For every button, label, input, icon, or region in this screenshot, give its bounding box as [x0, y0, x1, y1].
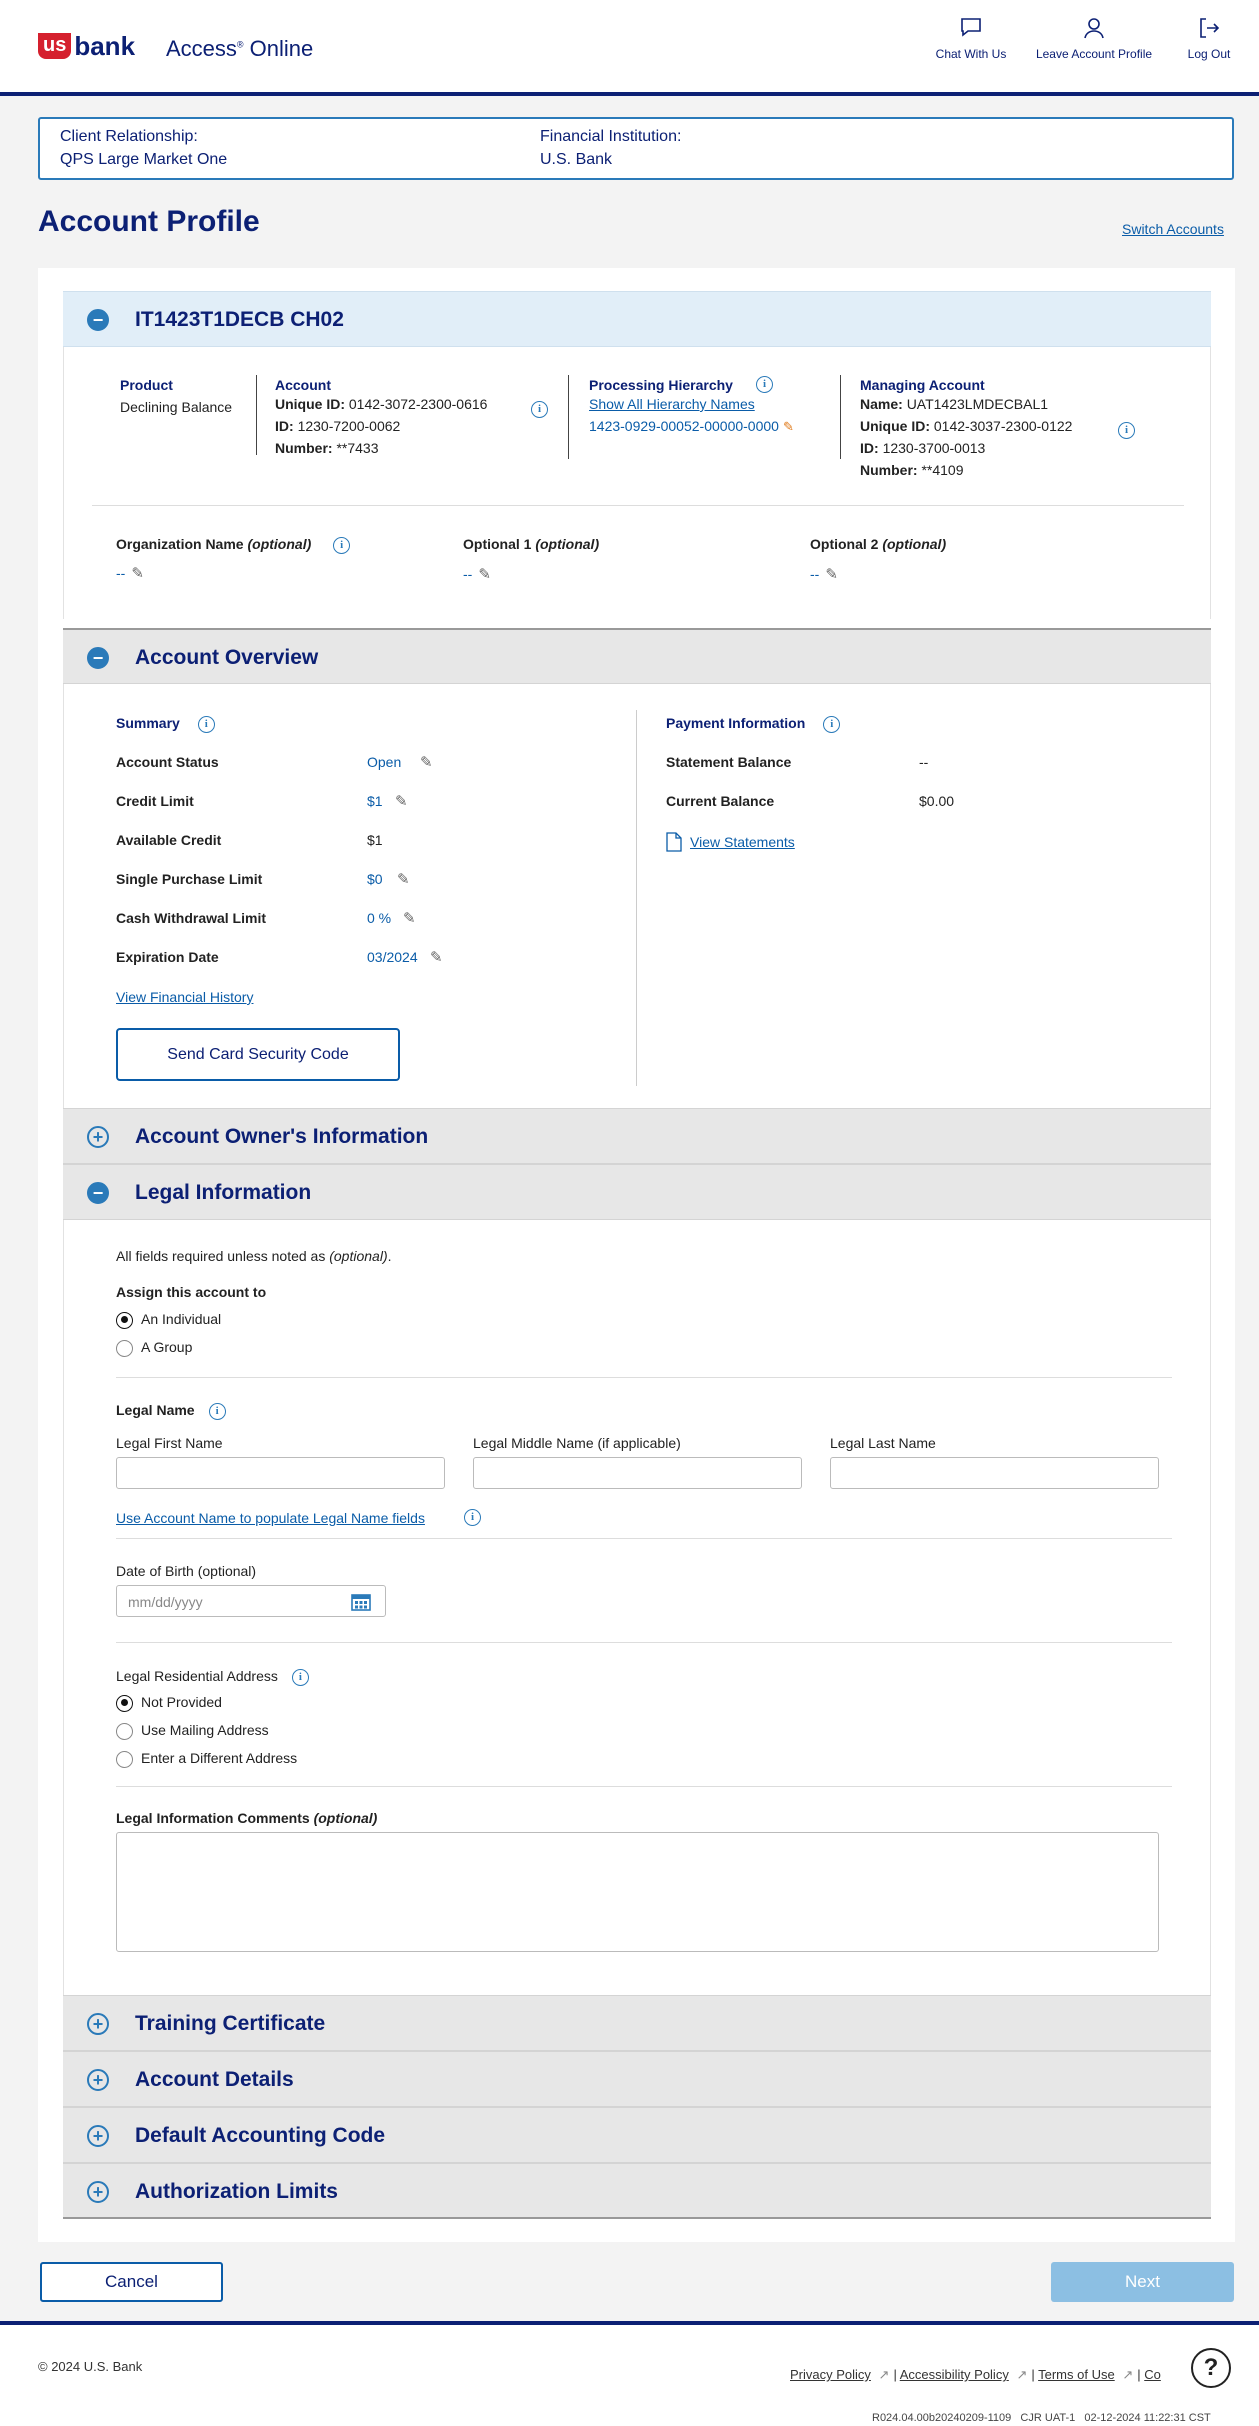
- payment-row: Current Balance $0.00: [666, 793, 955, 809]
- accessibility-policy-link[interactable]: Accessibility Policy: [899, 2367, 1009, 2382]
- payment-row: Statement Balance --: [666, 754, 929, 770]
- edit-pencil-icon[interactable]: ✎: [478, 566, 491, 583]
- logout-icon: [1197, 16, 1221, 40]
- terms-of-use-link[interactable]: Terms of Use: [1038, 2367, 1115, 2382]
- legal-information-body: [63, 1220, 1211, 1995]
- section-title: Authorization Limits: [135, 2180, 338, 2203]
- account-details-header[interactable]: [63, 2051, 1211, 2107]
- external-link-icon: ↗: [878, 2367, 890, 2382]
- radio-use-mailing-address[interactable]: Use Mailing Address: [116, 1722, 269, 1740]
- chat-icon: [959, 16, 983, 38]
- summary-row: Account Status Open ✎: [116, 754, 433, 771]
- legal-name-info-icon[interactable]: i: [209, 1403, 226, 1420]
- edit-pencil-icon[interactable]: ✎: [131, 564, 144, 582]
- client-relationship-label: Client Relationship:: [60, 128, 198, 145]
- dob-placeholder: mm/dd/yyyy: [128, 1594, 203, 1610]
- person-icon: [1082, 16, 1106, 40]
- collapse-icon[interactable]: −: [87, 647, 109, 669]
- expand-icon[interactable]: +: [87, 2181, 109, 2203]
- show-all-hierarchy-link[interactable]: Show All Hierarchy Names: [589, 396, 755, 412]
- dob-label: Date of Birth (optional): [116, 1563, 257, 1579]
- payment-info-icon[interactable]: i: [823, 716, 840, 733]
- authorization-limits-header[interactable]: [63, 2163, 1211, 2219]
- next-button[interactable]: Next: [1051, 2262, 1234, 2302]
- collapse-icon[interactable]: −: [87, 1182, 109, 1204]
- account-info-icon[interactable]: i: [531, 401, 548, 418]
- view-financial-history-link[interactable]: View Financial History: [116, 989, 254, 1005]
- summary-row: Available Credit $1: [116, 832, 383, 848]
- leave-account-profile-button[interactable]: Leave Account Profile: [1022, 16, 1166, 61]
- log-out-button[interactable]: Log Out: [1176, 16, 1242, 61]
- logo-bank: bank: [74, 31, 136, 61]
- top-header: [0, 0, 1259, 96]
- last-name-label: Legal Last Name: [830, 1435, 936, 1451]
- switch-accounts-link[interactable]: Switch Accounts: [1122, 221, 1224, 237]
- hierarchy-info-icon[interactable]: i: [756, 376, 773, 393]
- summary-row: Single Purchase Limit $0 ✎: [116, 871, 410, 888]
- edit-pencil-icon[interactable]: ✎: [420, 754, 433, 771]
- training-certificate-header[interactable]: [63, 1995, 1211, 2051]
- build-info: R024.04.00b20240209-1109 CJR UAT-1 02-12-2024 11:22:31 CST: [872, 2412, 1211, 2424]
- legal-middle-name-input[interactable]: [473, 1457, 802, 1489]
- managing-info-icon[interactable]: i: [1118, 422, 1135, 439]
- payment-rows: [666, 754, 1126, 832]
- usbank-logo[interactable]: [38, 33, 135, 59]
- use-account-name-info-icon[interactable]: i: [464, 1509, 481, 1526]
- summary-info-icon[interactable]: i: [198, 716, 215, 733]
- product-block: Product Declining Balance: [120, 377, 233, 415]
- managing-account-block: Managing Account Name: UAT1423LMDECBAL1 Unique ID: 0142-3037-2300-0122 ID: 1230-3700-0013 Number: **4109: [860, 377, 1073, 478]
- legal-first-name-input[interactable]: [116, 1457, 445, 1489]
- footer: [0, 2321, 1259, 2426]
- cancel-button[interactable]: Cancel: [40, 2262, 223, 2302]
- edit-pencil-icon[interactable]: ✎: [782, 419, 794, 434]
- account-section-title: IT1423T1DECB CH02: [135, 308, 344, 331]
- account-section-header[interactable]: [63, 291, 1211, 347]
- first-name-label: Legal First Name: [116, 1435, 223, 1451]
- account-profile-card: [38, 268, 1235, 2242]
- middle-name-label: Legal Middle Name (if applicable): [473, 1435, 681, 1451]
- organization-name-field: Organization Name (optional) i -- ✎: [116, 536, 350, 582]
- account-section-body: [63, 347, 1211, 619]
- optional-1-field: Optional 1 (optional) -- ✎: [463, 536, 600, 583]
- collapse-icon[interactable]: −: [87, 309, 109, 331]
- footer-links: Privacy Policy ↗ | Accessibility Policy ↗ | Terms of Use ↗ | Co: [790, 2367, 1161, 2382]
- radio-not-provided[interactable]: Not Provided: [116, 1694, 222, 1712]
- default-accounting-code-header[interactable]: [63, 2107, 1211, 2163]
- legal-last-name-input[interactable]: [830, 1457, 1159, 1489]
- assign-label: Assign this account to: [116, 1284, 267, 1300]
- contact-link[interactable]: Co: [1144, 2367, 1161, 2382]
- calendar-icon[interactable]: [351, 1592, 371, 1611]
- expand-icon[interactable]: +: [87, 1126, 109, 1148]
- radio-different-address[interactable]: Enter a Different Address: [116, 1750, 297, 1768]
- expand-icon[interactable]: +: [87, 2125, 109, 2147]
- edit-pencil-icon[interactable]: ✎: [397, 871, 410, 888]
- optional-2-field: Optional 2 (optional) -- ✎: [810, 536, 947, 583]
- payment-information-heading: Payment Information i: [666, 715, 840, 733]
- summary-row: Cash Withdrawal Limit 0 % ✎: [116, 910, 416, 927]
- legal-name-heading: Legal Name i: [116, 1402, 226, 1420]
- external-link-icon: ↗: [1122, 2367, 1134, 2382]
- section-title: Default Accounting Code: [135, 2124, 386, 2147]
- org-info-icon[interactable]: i: [333, 537, 350, 554]
- client-info-bar: [38, 117, 1234, 180]
- processing-hierarchy-block: Processing Hierarchy Show All Hierarchy Names 1423-0929-00052-00000-0000 ✎: [589, 377, 794, 434]
- expand-icon[interactable]: +: [87, 2069, 109, 2091]
- account-overview-body: [63, 684, 1211, 1108]
- edit-pencil-icon[interactable]: ✎: [430, 949, 443, 966]
- summary-heading: Summary i: [116, 715, 215, 733]
- help-icon[interactable]: ?: [1191, 2348, 1231, 2388]
- edit-pencil-icon[interactable]: ✎: [395, 793, 408, 810]
- account-owner-title: Account Owner's Information: [135, 1125, 429, 1148]
- financial-institution-label: Financial Institution:: [540, 128, 682, 145]
- legal-information-header[interactable]: [63, 1164, 1211, 1220]
- external-link-icon: ↗: [1016, 2367, 1028, 2382]
- edit-pencil-icon[interactable]: ✎: [403, 910, 416, 927]
- account-owner-header[interactable]: [63, 1108, 1211, 1164]
- edit-pencil-icon[interactable]: ✎: [825, 566, 838, 583]
- section-title: Training Certificate: [135, 2012, 326, 2035]
- send-card-security-code-button[interactable]: Send Card Security Code: [116, 1028, 400, 1081]
- hierarchy-value[interactable]: 1423-0929-00052-00000-0000: [589, 418, 779, 434]
- privacy-policy-link[interactable]: Privacy Policy: [790, 2367, 871, 2382]
- document-icon: [666, 832, 682, 852]
- summary-rows: [116, 754, 496, 988]
- comments-label: Legal Information Comments (optional): [116, 1810, 378, 1826]
- page-title: Account Profile: [38, 205, 260, 238]
- section-title: Account Details: [135, 2068, 294, 2091]
- radio-individual[interactable]: An Individual: [116, 1311, 221, 1329]
- account-overview-header[interactable]: [63, 628, 1211, 684]
- view-statements-link[interactable]: View Statements: [666, 832, 795, 852]
- logo-shield: us: [38, 33, 71, 59]
- legal-comments-textarea[interactable]: [116, 1832, 1159, 1952]
- summary-row: Credit Limit $1 ✎: [116, 793, 408, 810]
- client-relationship-value: QPS Large Market One: [60, 151, 228, 168]
- address-label: Legal Residential Address i: [116, 1668, 309, 1686]
- radio-group[interactable]: A Group: [116, 1339, 192, 1357]
- financial-institution-value: U.S. Bank: [540, 151, 613, 168]
- summary-row: Expiration Date 03/2024 ✎: [116, 949, 443, 966]
- copyright: © 2024 U.S. Bank: [38, 2359, 143, 2374]
- chat-with-us-button[interactable]: Chat With Us: [926, 16, 1016, 61]
- legal-information-title: Legal Information: [135, 1181, 312, 1204]
- app-name: Access® Online: [166, 36, 314, 61]
- date-of-birth-input[interactable]: [116, 1585, 386, 1617]
- address-info-icon[interactable]: i: [292, 1669, 309, 1686]
- use-account-name-link[interactable]: Use Account Name to populate Legal Name fields: [116, 1510, 425, 1526]
- account-block: Account Unique ID: 0142-3072-2300-0616 ID: 1230-7200-0062 Number: **7433: [275, 377, 488, 456]
- required-note: All fields required unless noted as (optional).: [116, 1248, 392, 1264]
- account-overview-title: Account Overview: [135, 646, 319, 669]
- expand-icon[interactable]: +: [87, 2013, 109, 2035]
